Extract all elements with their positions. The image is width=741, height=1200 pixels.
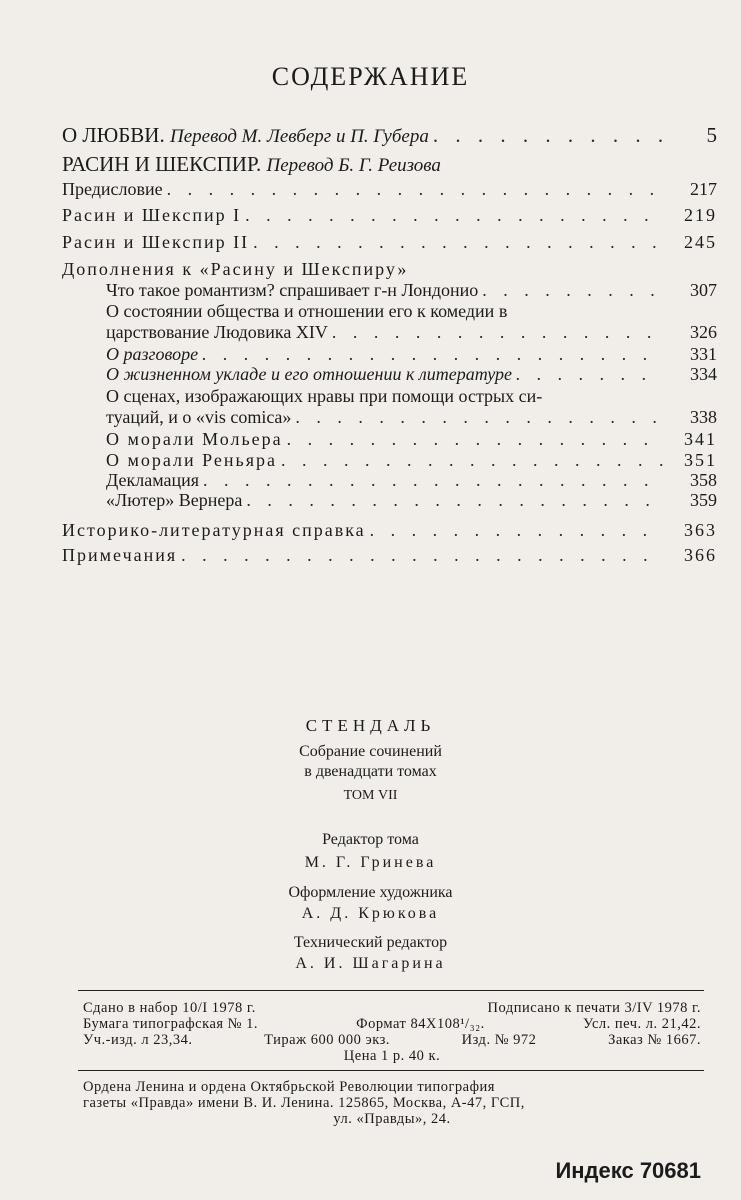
entry-label: Расин и Шекспир II	[62, 232, 250, 252]
toc-entry[interactable]	[106, 407, 717, 428]
page-number: 334	[690, 364, 717, 384]
entry-label-line2: туаций, и о «vis comica»	[106, 407, 292, 427]
print-details	[83, 1000, 701, 1064]
toc-entry[interactable]	[62, 179, 717, 200]
tech-editor-name: А. И. Шагарина	[295, 955, 446, 972]
toc-entry-love[interactable]	[62, 123, 717, 148]
toc-entry[interactable]	[106, 429, 717, 450]
entry-label: «Лютер» Вернера	[106, 490, 243, 510]
print-run: Тираж 600 000 экз.	[264, 1032, 390, 1048]
toc-entry[interactable]	[62, 520, 717, 541]
leader-dots	[245, 205, 663, 226]
signed-date: Подписано к печати 3/IV 1978 г.	[487, 1000, 701, 1016]
entry-label: Примечания	[62, 545, 178, 565]
page-number: 307	[690, 280, 717, 300]
entry-label: О морали Реньяра	[106, 450, 278, 470]
leader-dots	[181, 545, 663, 566]
page-number: 363	[684, 520, 717, 540]
publisher-sheets: Уч.-изд. л 23,34.	[83, 1032, 193, 1048]
entry-label: О разговоре	[106, 344, 199, 364]
leader-dots	[203, 470, 663, 491]
page-number: 245	[684, 232, 717, 252]
catalog-index: Индекс 70681	[555, 1158, 701, 1183]
entry-label: О морали Мольера	[106, 429, 283, 449]
leader-dots	[253, 232, 663, 253]
volume-number: ТОМ VII	[343, 788, 398, 803]
order-number: Заказ № 1667.	[608, 1032, 701, 1048]
toc-entry[interactable]	[106, 470, 717, 491]
page-number: 338	[690, 407, 717, 427]
printer-line-2: газеты «Правда» имени В. И. Ленина. 125865, Москва, А-47, ГСП,	[83, 1095, 525, 1111]
page-number: 331	[690, 344, 717, 364]
page-number: 359	[690, 490, 717, 510]
design-name: А. Д. Крюкова	[301, 905, 440, 922]
entry-label-line1: О состоянии общества и отношении его к комедии в	[106, 301, 508, 321]
toc-entry[interactable]	[106, 344, 717, 365]
leader-dots	[370, 520, 663, 541]
toc-entry[interactable]	[106, 490, 717, 511]
printer-details	[83, 1079, 701, 1127]
toc-entry[interactable]	[106, 364, 717, 385]
section-title: РАСИН И ШЕКСПИР.	[62, 152, 262, 176]
price: Цена 1 р. 40 к.	[343, 1048, 441, 1064]
page-number: 358	[690, 470, 717, 490]
leader-dots	[281, 450, 663, 471]
series-line-2: в двенадцати томах	[304, 763, 437, 780]
toc-entry[interactable]	[106, 450, 717, 471]
format: Формат 84Х108¹/₃₂.	[356, 1016, 485, 1032]
page-number: 217	[690, 179, 717, 199]
page-number: 341	[684, 429, 717, 449]
toc-entry[interactable]	[62, 232, 717, 253]
toc-entry[interactable]	[62, 545, 717, 566]
tech-editor-role: Технический редактор	[293, 934, 448, 951]
toc-entry[interactable]	[106, 322, 717, 343]
leader-dots	[295, 407, 663, 428]
leader-dots	[433, 123, 663, 148]
entry-label: Декламация	[106, 470, 200, 490]
design-role: Оформление художника	[288, 884, 453, 901]
editor-role: Редактор тома	[322, 831, 419, 848]
divider	[78, 990, 704, 991]
entry-label: Историко-литературная справка	[62, 520, 366, 540]
series-line-1: Собрание сочинений	[299, 743, 442, 760]
editor-name: М. Г. Гринева	[304, 854, 437, 871]
printer-line-1: Ордена Ленина и ордена Октябрьской Революции типография	[83, 1079, 495, 1095]
typeset-date: Сдано в набор 10/I 1978 г.	[83, 1000, 256, 1016]
entry-label-line1: О сценах, изображающих нравы при помощи острых си-	[106, 386, 543, 406]
author-name: СТЕНДАЛЬ	[305, 716, 436, 735]
translator-note: Перевод Б. Г. Реизова	[266, 155, 441, 176]
leader-dots	[202, 344, 663, 365]
leader-dots	[332, 322, 663, 343]
leader-dots	[246, 490, 663, 511]
page-number: 326	[690, 322, 717, 342]
entry-label: О жизненном укладе и его отношении к литературе	[106, 364, 512, 384]
entry-label-line2: царствование Людовика XIV	[106, 322, 328, 342]
supplements-heading: Дополнения к «Расину и Шекспиру»	[62, 259, 409, 279]
page-number: 351	[684, 450, 717, 470]
printed-sheets: Усл. печ. л. 21,42.	[582, 1016, 701, 1032]
toc-entry-racine-shakespeare[interactable]	[62, 152, 717, 177]
entry-label: Предисловие	[62, 179, 163, 199]
leader-dots	[482, 280, 663, 301]
edition-number: Изд. № 972	[461, 1032, 537, 1048]
leader-dots	[167, 179, 663, 200]
paper-type: Бумага типографская № 1.	[83, 1016, 259, 1032]
entry-label: Расин и Шекспир I	[62, 205, 242, 225]
toc-entry[interactable]	[106, 280, 717, 301]
leader-dots	[287, 429, 663, 450]
page-number: 219	[684, 205, 717, 225]
page-number: 5	[706, 123, 717, 147]
printer-line-3: ул. «Правды», 24.	[333, 1111, 451, 1127]
translator-note: Перевод М. Левберг и П. Губера	[169, 126, 429, 147]
contents-heading: СОДЕРЖАНИЕ	[271, 62, 470, 91]
section-title: О ЛЮБВИ.	[62, 123, 165, 147]
toc-entry[interactable]	[62, 205, 717, 226]
divider	[78, 1070, 704, 1071]
entry-label: Что такое романтизм? спрашивает г-н Лондонио	[106, 280, 479, 300]
leader-dots	[516, 364, 663, 385]
page-number: 366	[684, 545, 717, 565]
